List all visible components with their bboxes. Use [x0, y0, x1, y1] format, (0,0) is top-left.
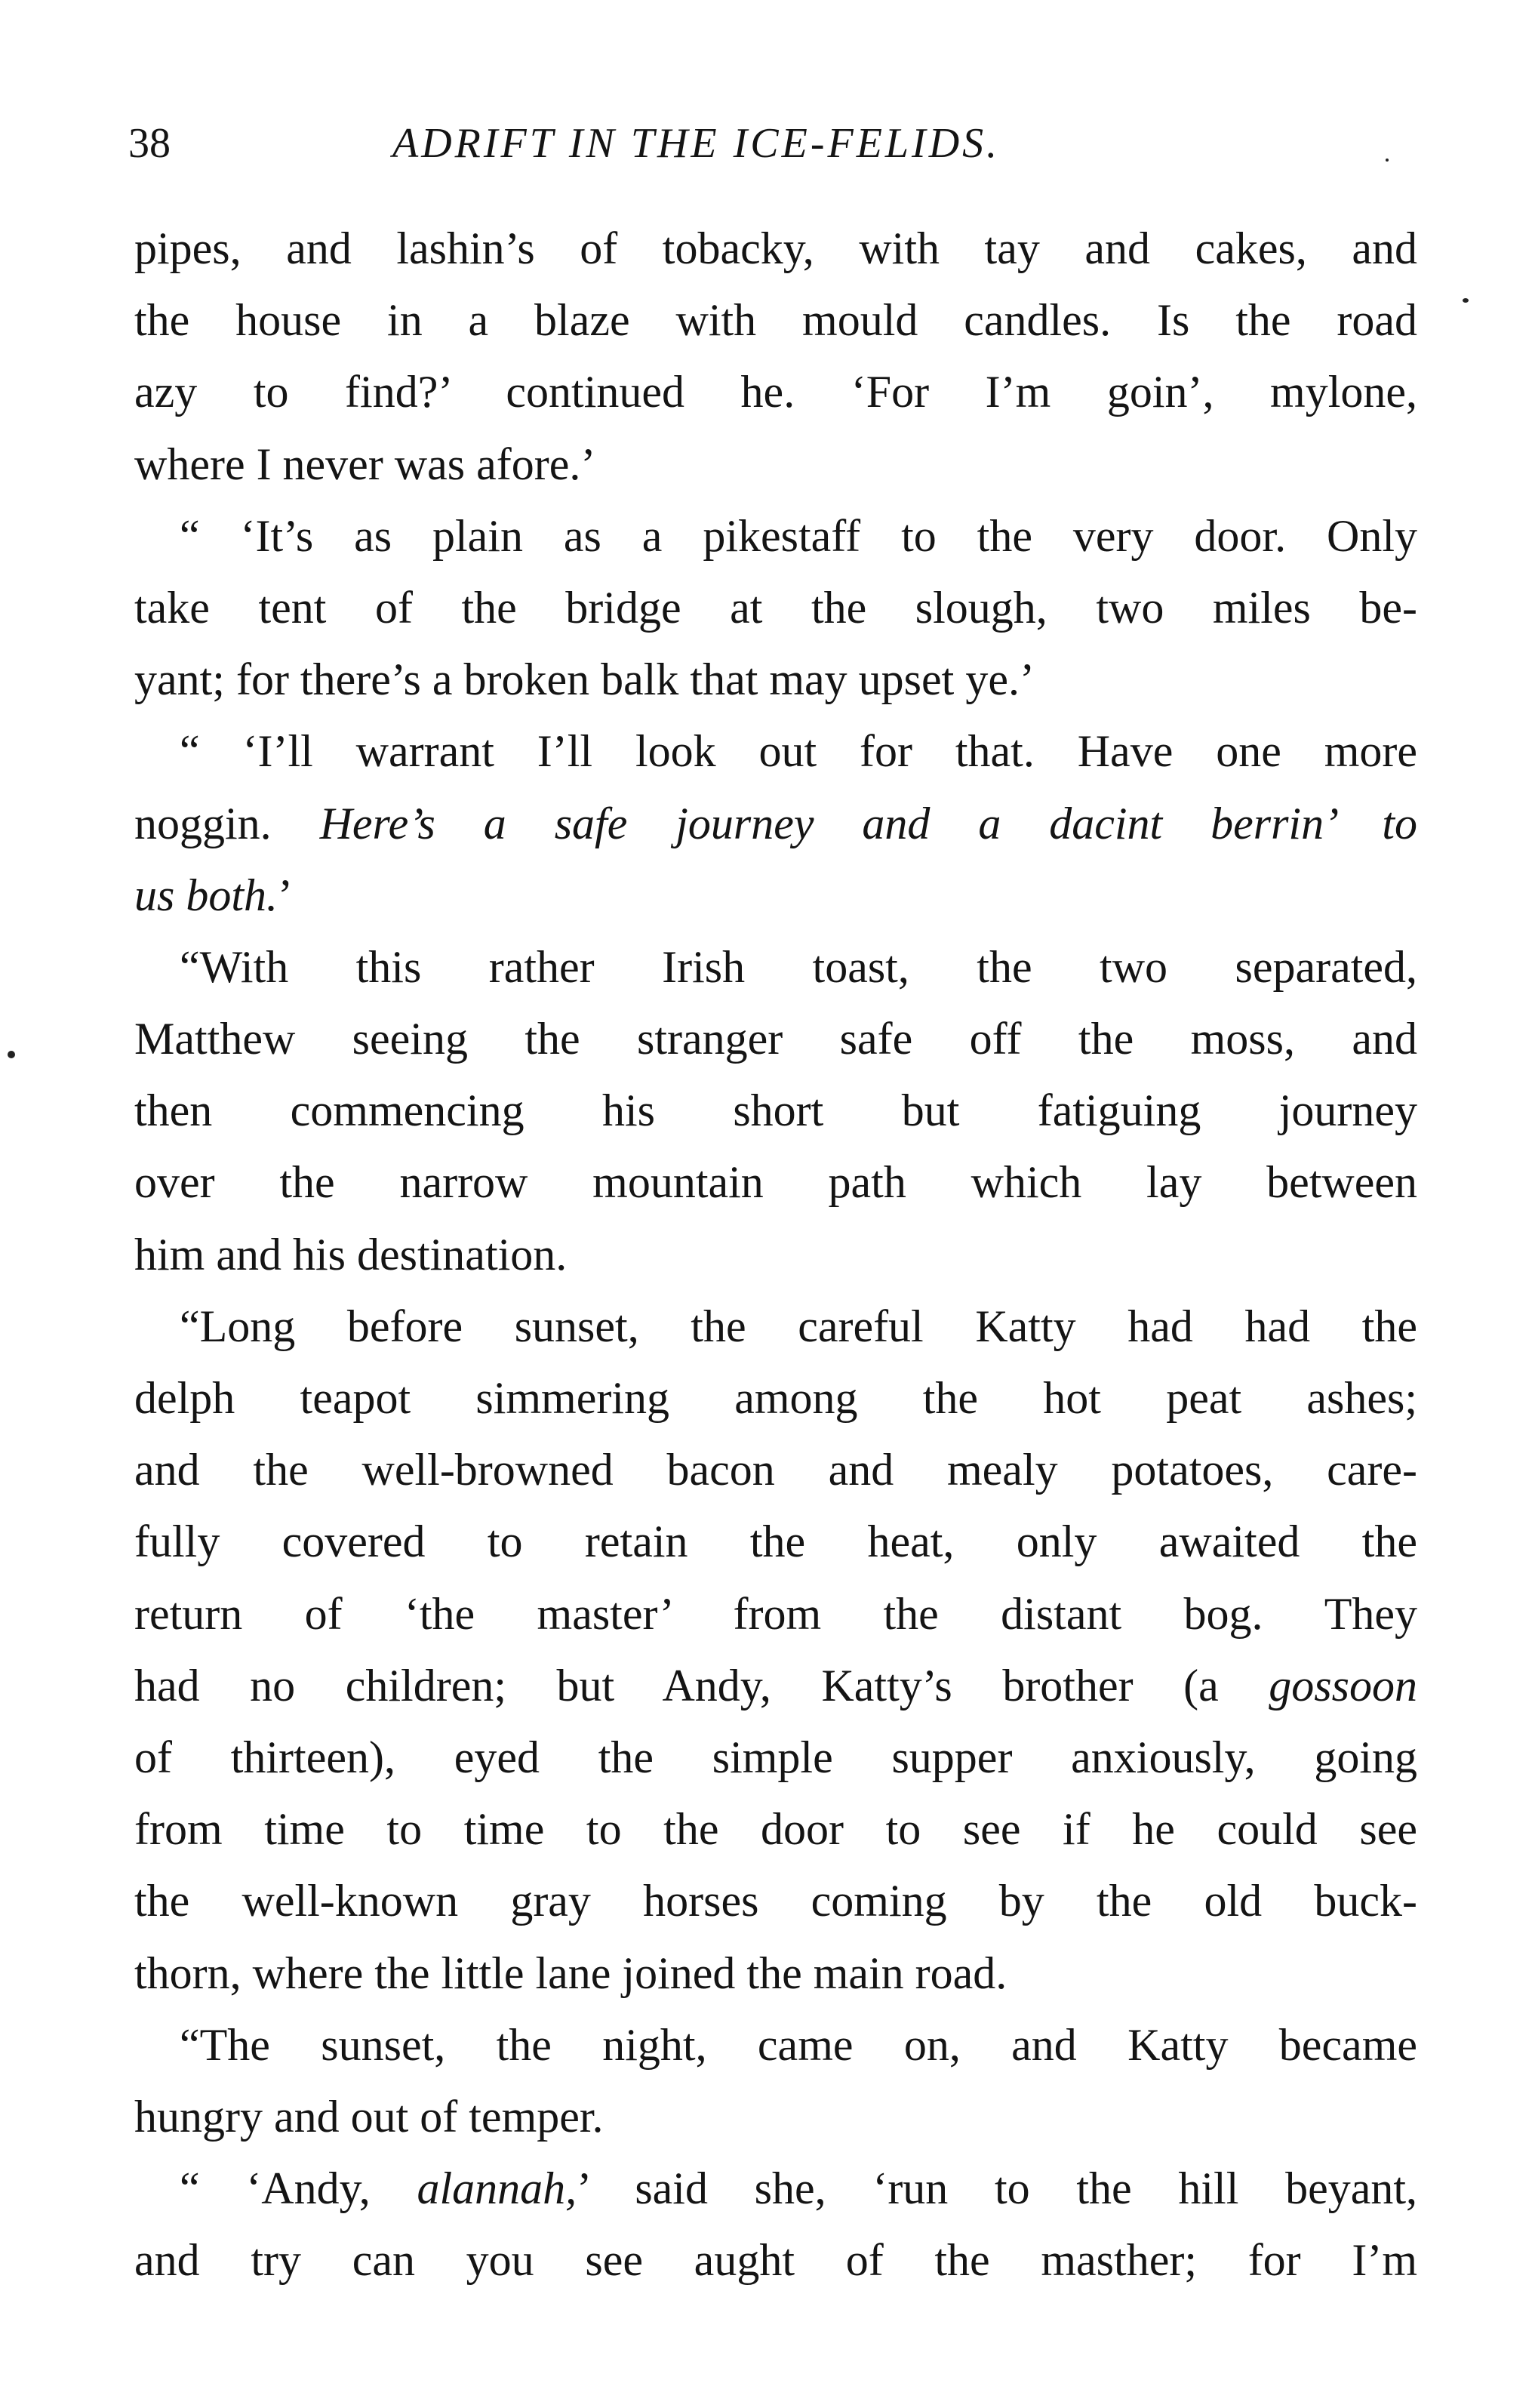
- ink-speck: [1463, 298, 1469, 303]
- text-line: thorn, where the little lane joined the main road.: [134, 1948, 1007, 1998]
- text-line: “ ‘It’s as plain as a pikestaff to the very door. Only: [180, 510, 1417, 561]
- text-line: and try can you see aught of the masther; for I’m: [134, 2235, 1417, 2286]
- ink-speck: [1386, 159, 1389, 162]
- italic-phrase: us both.: [134, 870, 278, 920]
- text-line: Matthew seeing the stranger safe off the moss, and: [134, 1014, 1417, 1064]
- text-line: [134, 788, 1417, 860]
- text-line: return of ‘the master’ from the distant bog. They: [134, 1588, 1417, 1639]
- text-line: hungry and out of temper.: [134, 2091, 604, 2142]
- text-line: then commencing his short but fatiguing journey: [134, 1085, 1417, 1136]
- text-line: pipes, and lashin’s of tobacky, with tay and cakes, and: [134, 223, 1417, 273]
- text-line: take tent of the bridge at the slough, two miles be-: [134, 582, 1417, 633]
- running-title: ADRIFT IN THE ICE-FELIDS.: [392, 120, 1001, 167]
- text-line: “With this rather Irish toast, the two separated,: [180, 941, 1417, 992]
- italic-phrase: alannah,: [417, 2163, 577, 2214]
- text-line: “The sunset, the night, came on, and Katty became: [180, 2019, 1417, 2070]
- italic-phrase: gossoon: [1269, 1660, 1417, 1711]
- text-segment: ’ said she, ‘run to the hill beyant,: [577, 2163, 1418, 2214]
- ink-speck: [8, 1051, 15, 1058]
- italic-phrase: Here’s a safe journey and a dacint berrin’ to: [319, 798, 1417, 848]
- text-line: [134, 1650, 1417, 1722]
- text-segment: had no children; but Andy, Katty’s brother (a: [134, 1660, 1269, 1711]
- text-line: the house in a blaze with mould candles. Is the road: [134, 295, 1417, 346]
- text-line: and the well-browned bacon and mealy potatoes, care-: [134, 1445, 1417, 1495]
- page-number: 38: [128, 120, 171, 167]
- text-line: him and his destination.: [134, 1229, 568, 1279]
- text-segment: ’: [278, 870, 294, 920]
- text-line: fully covered to retain the heat, only awaited the: [134, 1517, 1417, 1567]
- text-line: over the narrow mountain path which lay between: [134, 1157, 1417, 1208]
- text-line: the well-known gray horses coming by the old buck-: [134, 1876, 1417, 1926]
- text-segment: “ ‘Andy,: [180, 2163, 417, 2214]
- text-line: of thirteen), eyed the simple supper anxiously, going: [134, 1732, 1417, 1782]
- text-line: [134, 860, 1417, 931]
- text-segment: noggin.: [134, 798, 320, 848]
- text-line: yant; for there’s a broken balk that may upset ye.’: [134, 654, 1035, 705]
- text-line: “ ‘I’ll warrant I’ll look out for that. Have one more: [180, 726, 1417, 777]
- text-line: [134, 2153, 1417, 2225]
- page-header: [128, 113, 1419, 174]
- text-line: “Long before sunset, the careful Katty had had the: [180, 1301, 1417, 1351]
- text-line: from time to time to the door to see if he could see: [134, 1804, 1417, 1855]
- body-text: [134, 213, 1417, 2296]
- text-line: delph teapot simmering among the hot peat ashes;: [134, 1373, 1417, 1423]
- text-line: azy to find?’ continued he. ‘For I’m goin’, mylone,: [134, 367, 1417, 417]
- text-line: where I never was afore.’: [134, 439, 596, 489]
